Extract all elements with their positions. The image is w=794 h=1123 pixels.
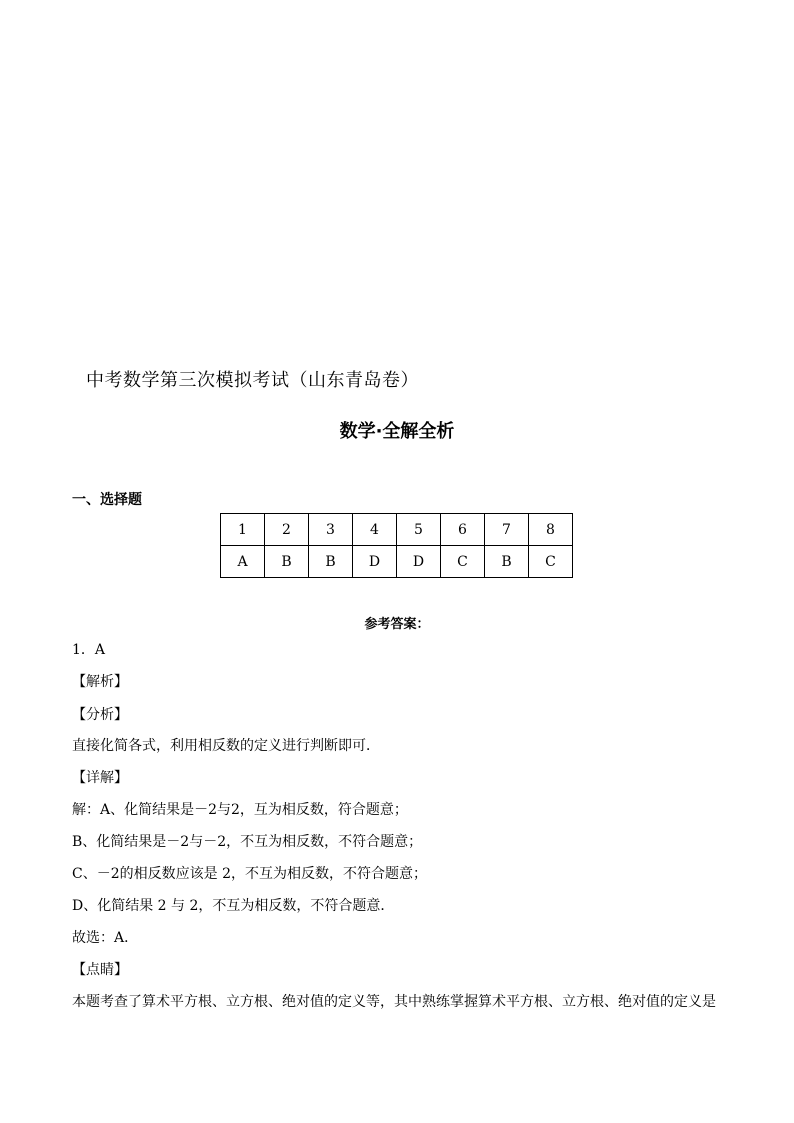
analysis-subheading: 【分析】	[72, 707, 128, 723]
answer-table-answer-row	[221, 546, 573, 578]
table-cell-answer: D	[397, 546, 441, 578]
table-cell-number: 1	[221, 514, 265, 546]
comment-heading: 【点睛】	[72, 962, 128, 978]
solution-line: B、化简结果是－2与－2，不互为相反数，不符合题意；	[72, 834, 423, 850]
table-cell-number: 6	[441, 514, 485, 546]
table-cell-answer: C	[529, 546, 573, 578]
solution-line: D、化简结果 2 与 2，不互为相反数，不符合题意．	[72, 898, 395, 914]
table-cell-number: 2	[265, 514, 309, 546]
table-cell-number: 3	[309, 514, 353, 546]
answer-table-number-row	[221, 514, 573, 546]
analysis-heading: 【解析】	[72, 674, 128, 690]
analysis-text: 直接化简各式，利用相反数的定义进行判断即可．	[72, 738, 380, 754]
choice-line: 故选：A．	[72, 930, 139, 946]
question-number: 1．A	[72, 642, 106, 658]
solution-line: 解：A、化简结果是－2与2，互为相反数，符合题意；	[72, 802, 408, 818]
table-cell-answer: D	[353, 546, 397, 578]
table-cell-answer: B	[265, 546, 309, 578]
table-cell-number: 4	[353, 514, 397, 546]
table-cell-answer: C	[441, 546, 485, 578]
table-cell-number: 8	[529, 514, 573, 546]
section-heading: 一、选择题	[72, 492, 142, 508]
reference-answer-heading: 参考答案：	[364, 617, 430, 632]
table-cell-number: 5	[397, 514, 441, 546]
detail-heading: 【详解】	[72, 770, 128, 786]
comment-text: 本题考查了算术平方根、立方根、绝对值的定义等，其中熟练掌握算术平方根、立方根、绝对值的定义是	[72, 994, 716, 1010]
table-cell-answer: B	[485, 546, 529, 578]
table-cell-answer: B	[309, 546, 353, 578]
solution-line: C、－2的相反数应该是 2，不互为相反数，不符合题意；	[72, 866, 427, 882]
table-cell-answer: A	[221, 546, 265, 578]
answer-table	[220, 513, 573, 578]
table-cell-number: 7	[485, 514, 529, 546]
page-title: 中考数学第三次模拟考试（山东青岛卷）	[86, 370, 419, 391]
page-subtitle: 数学·全解全析	[339, 421, 455, 442]
